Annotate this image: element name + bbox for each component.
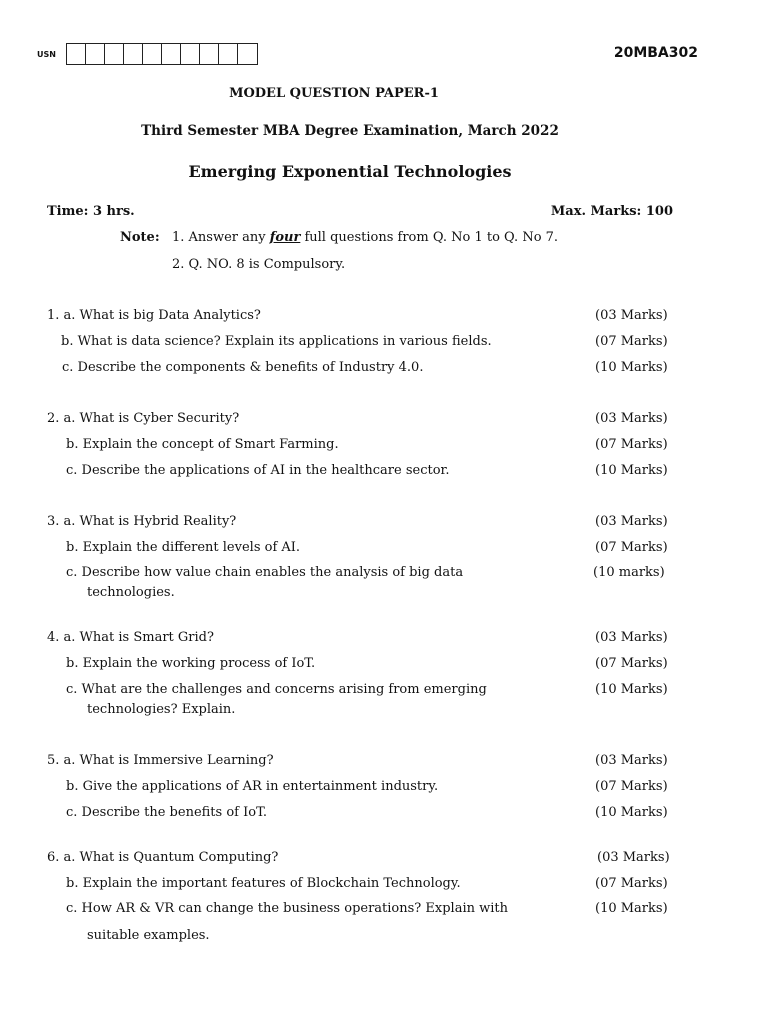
q3-c: c. Describe how value chain enables the analysis of big data: [66, 565, 464, 580]
q1-a: 1. a. What is big Data Analytics?: [47, 308, 261, 323]
q4-c-cont: technologies? Explain.: [87, 702, 236, 717]
q2-c: c. Describe the applications of AI in the healthcare sector.: [66, 463, 450, 478]
usn-box: [219, 44, 238, 64]
note-line-1: [120, 230, 558, 245]
q5-b: b. Give the applications of AR in entertainment industry.: [66, 779, 439, 794]
usn-box: [181, 44, 200, 64]
note-line-2: 2. Q. NO. 8 is Compulsory.: [172, 257, 346, 272]
note-emphasis: four: [269, 230, 301, 245]
usn-field: [37, 43, 258, 65]
q1-b: b. What is data science? Explain its applications in various fields.: [61, 334, 492, 349]
q1-b-marks: (07 Marks): [595, 334, 668, 349]
q2-b: b. Explain the concept of Smart Farming.: [66, 437, 339, 452]
q6-a-marks: (03 Marks): [597, 850, 670, 865]
subject-code: 20MBA302: [613, 45, 698, 61]
note-text-pre: 1. Answer any: [172, 230, 270, 245]
usn-box: [67, 44, 86, 64]
q6-b: b. Explain the important features of Blockchain Technology.: [66, 876, 461, 891]
q4-c: c. What are the challenges and concerns arising from emerging: [66, 682, 487, 697]
q4-c-marks: (10 Marks): [595, 682, 668, 697]
q3-b-marks: (07 Marks): [595, 540, 668, 555]
q4-a: 4. a. What is Smart Grid?: [47, 630, 214, 645]
subject-title: Emerging Exponential Technologies: [188, 162, 512, 181]
usn-boxes: [66, 43, 258, 65]
usn-label: USN: [37, 49, 56, 59]
q3-c-cont: technologies.: [87, 585, 175, 600]
q5-a: 5. a. What is Immersive Learning?: [47, 753, 274, 768]
q2-a: 2. a. What is Cyber Security?: [47, 411, 240, 426]
q6-c-cont: suitable examples.: [87, 928, 210, 943]
exam-title: Third Semester MBA Degree Examination, March 2022: [141, 123, 559, 139]
usn-box: [162, 44, 181, 64]
usn-box: [143, 44, 162, 64]
q1-c-marks: (10 Marks): [595, 360, 668, 375]
usn-box: [124, 44, 143, 64]
q5-b-marks: (07 Marks): [595, 779, 668, 794]
q4-b-marks: (07 Marks): [595, 656, 668, 671]
note-text-post: full questions from Q. No 1 to Q. No 7.: [300, 230, 559, 245]
q4-a-marks: (03 Marks): [595, 630, 668, 645]
q5-a-marks: (03 Marks): [595, 753, 668, 768]
q3-b: b. Explain the different levels of AI.: [66, 540, 301, 555]
q3-a-marks: (03 Marks): [595, 514, 668, 529]
q1-c: c. Describe the components & benefits of Industry 4.0.: [62, 360, 424, 375]
usn-box: [238, 44, 257, 64]
q3-a: 3. a. What is Hybrid Reality?: [47, 514, 237, 529]
q6-c: c. How AR & VR can change the business operations? Explain with: [66, 901, 508, 916]
q4-b: b. Explain the working process of IoT.: [66, 656, 316, 671]
q3-c-marks: (10 marks): [593, 565, 665, 580]
q1-a-marks: (03 Marks): [595, 308, 668, 323]
usn-box: [86, 44, 105, 64]
q6-c-marks: (10 Marks): [595, 901, 668, 916]
max-marks-label: Max. Marks: 100: [550, 204, 673, 219]
usn-box: [105, 44, 124, 64]
q2-a-marks: (03 Marks): [595, 411, 668, 426]
note-label: Note:: [120, 230, 160, 245]
time-label: Time: 3 hrs.: [47, 204, 135, 219]
q6-b-marks: (07 Marks): [595, 876, 668, 891]
q5-c: c. Describe the benefits of IoT.: [66, 805, 267, 820]
usn-box: [200, 44, 219, 64]
paper-title: MODEL QUESTION PAPER-1: [229, 86, 439, 101]
q2-b-marks: (07 Marks): [595, 437, 668, 452]
q2-c-marks: (10 Marks): [595, 463, 668, 478]
q5-c-marks: (10 Marks): [595, 805, 668, 820]
q6-a: 6. a. What is Quantum Computing?: [47, 850, 279, 865]
